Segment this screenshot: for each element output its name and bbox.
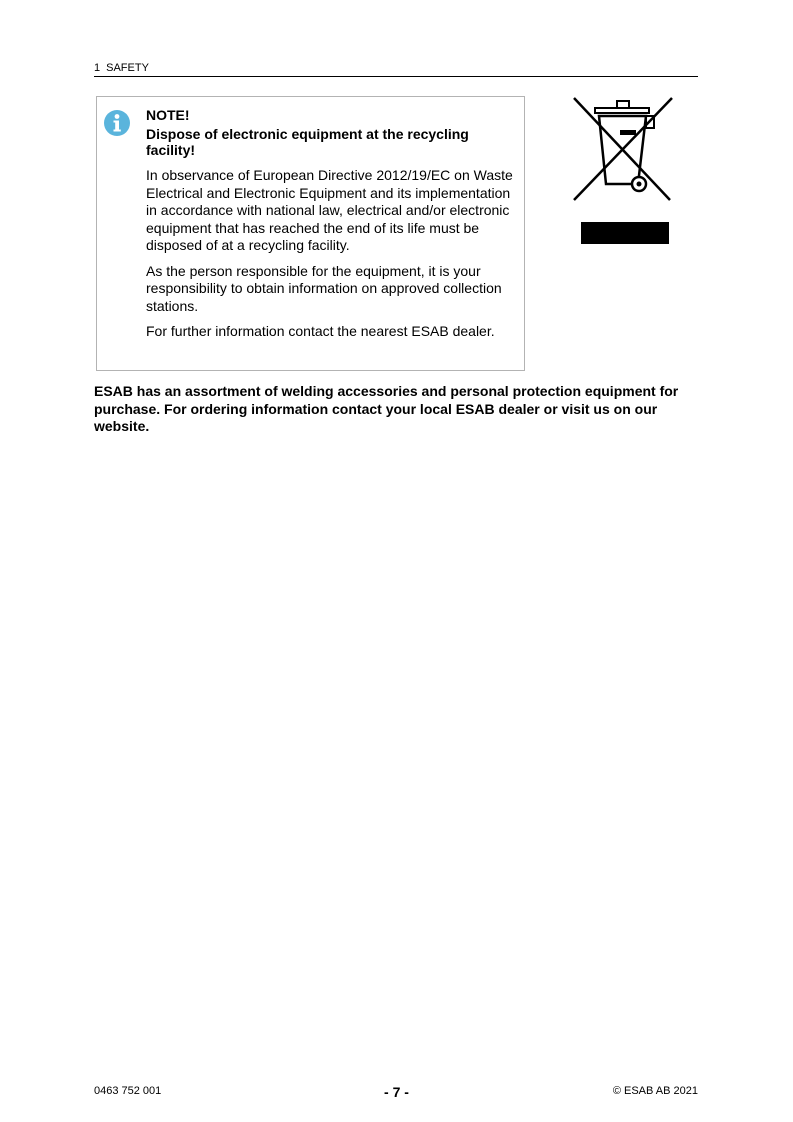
section-title: SAFETY	[106, 62, 149, 74]
accessories-notice: ESAB has an assortment of welding accessories and personal protection equipment for purchase. For ordering information contact your local ESAB dealer or visit us on our website.	[94, 383, 679, 434]
info-icon	[104, 110, 130, 136]
document-number: 0463 752 001	[94, 1085, 162, 1097]
note-content	[146, 107, 516, 349]
weee-black-bar	[581, 222, 669, 244]
section-number: 1	[94, 62, 101, 74]
note-label: NOTE!	[146, 107, 190, 123]
page-header	[94, 61, 698, 77]
note-paragraph: In observance of European Directive 2012/19/EC on Waste Electrical and Electronic Equipment and its implementation in accordance with national law, electrical and/or electronic equipment that has reached the end of its life must be disposed of at a recycling facility.	[146, 167, 513, 253]
page-number: - 7 -	[384, 1084, 409, 1100]
note-paragraph: For further information contact the nearest ESAB dealer.	[146, 323, 495, 339]
note-paragraph: As the person responsible for the equipment, it is your responsibility to obtain information on approved collection stations.	[146, 262, 502, 314]
copyright: © ESAB AB 2021	[612, 1085, 698, 1097]
note-box	[96, 96, 525, 371]
note-heading: Dispose of electronic equipment at the recycling facility!	[146, 126, 469, 158]
crossed-out-wheelie-bin-icon	[572, 96, 674, 204]
